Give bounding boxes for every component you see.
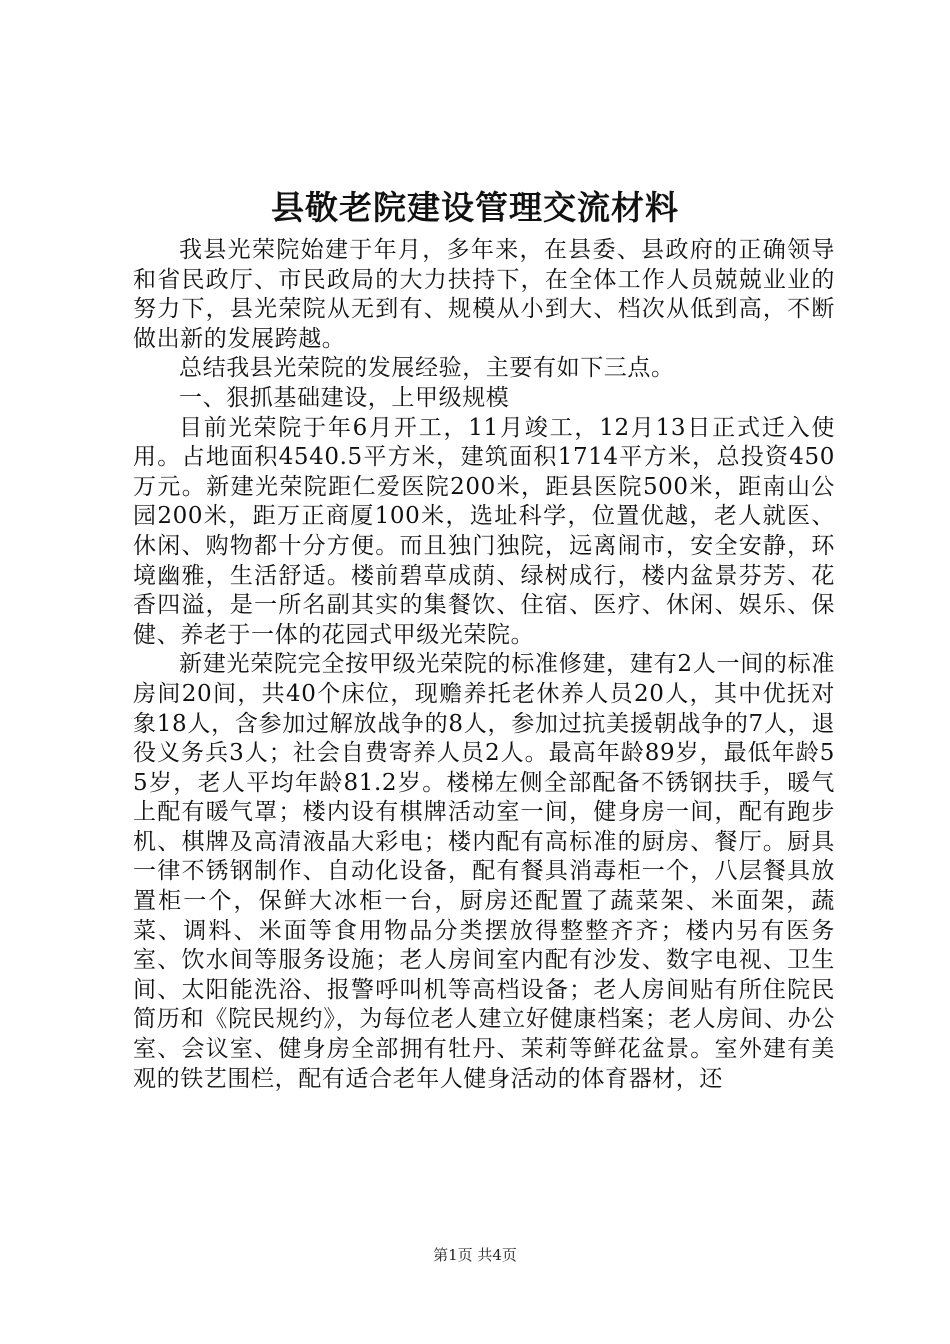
section-heading-1: 一、狠抓基础建设，上甲级规模 — [179, 384, 510, 411]
paragraph-summary: 总结我县光荣院的发展经验，主要有如下三点。 — [179, 355, 675, 382]
paragraph-intro: 我县光荣院始建于年月，多年来，在县委、县政府的正确领导和省民政厅、市民政局的大力扶持下，在全体工作人员兢兢业业的努力下，县光荣院从无到有、规模从小到大、档次从低到高，不断做出新的发展跨越。 — [133, 237, 835, 352]
document-body — [133, 236, 835, 1094]
page-footer: 第1页 共4页 — [433, 1246, 517, 1264]
paragraph-facilities: 新建光荣院完全按甲级光荣院的标准修建，建有2人一间的标准房间20间，共40个床位，现赡养托老休养人员20人，其中优抚对象18人，含参加过解放战争的8人，参加过抗美援朝战争的7人，退役义务兵3人；社会自费寄养人员2人。最高年龄89岁，最低年龄55岁，老人平均年龄81.2岁。楼梯左侧全部配备不锈钢扶手，暖气上配有暖气罩；楼内设有棋牌活动室一间，健身房一间，配有跑步机、棋牌及高清液晶大彩电；楼内配有高标准的厨房、餐厅。厨具一律不锈钢制作、自动化设备，配有餐具消毒柜一个，八层餐具放置柜一个，保鲜大冰柜一台，厨房还配置了蔬菜架、米面架，蔬菜、调料、米面等食用物品分类摆放得整整齐齐；楼内另有医务室、饮水间等服务设施；老人房间室内配有沙发、数字电视、卫生间、太阳能洗浴、报警呼叫机等高档设备；老人房间贴有所住院民简历和《院民规约》，为每位老人建立好健康档案；老人房间、办公室、会议室、健身房全部拥有牡丹、茉莉等鲜花盆景。室外建有美观的铁艺围栏，配有适合老年人健身活动的体育器材，还 — [133, 651, 835, 1092]
paragraph-location: 目前光荣院于年6月开工，11月竣工，12月13日正式迁入使用。占地面积4540.5平方米，建筑面积1714平方米，总投资450万元。新建光荣院距仁爱医院200米，距县医院500米，距南山公园200米，距万正商厦100米，选址科学，位置优越，老人就医、休闲、购物都十分方便。而且独门独院，远离闹市，安全安静，环境幽雅，生活舒适。楼前碧草成荫、绿树成行，楼内盆景芬芳、花香四溢，是一所名副其实的集餐饮、住宿、医疗、休闲、娱乐、保健、养老于一体的花园式甲级光荣院。 — [133, 414, 835, 648]
document-title: 县敬老院建设管理交流材料 — [271, 188, 679, 227]
